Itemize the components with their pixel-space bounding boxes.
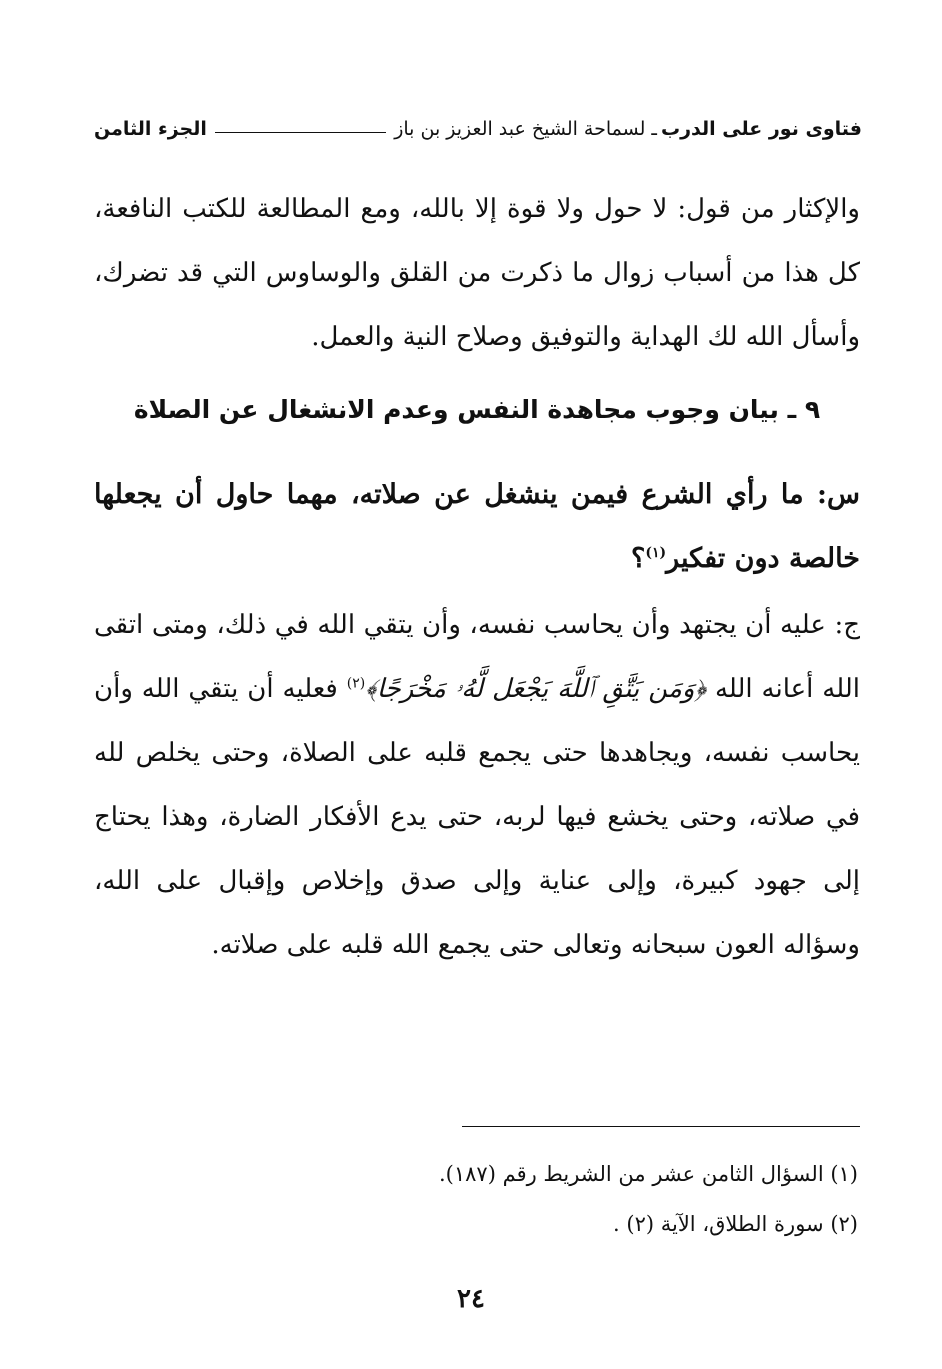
footnote-separator <box>462 1126 860 1127</box>
question-label: س: <box>817 479 860 510</box>
question-footnote-ref: (١) <box>645 545 667 561</box>
header-rule <box>215 132 386 133</box>
running-header <box>94 112 862 146</box>
verse-footnote-ref: (٢) <box>346 675 366 692</box>
answer-text-after-verse: فعليه أن يتقي الله وأن يحاسب نفسه، ويجاهدها حتى يجمع قلبه على الصلاة، وحتى يخلص لله في صلاته، وحتى يخشع فيها لربه، حتى يدع الأفكار الضارة، وهذا يحتاج إلى جهود كبيرة، وإلى عناية وإلى صدق وإخلاص وإقبال على الله، وسؤاله العون سبحانه وتعالى حتى يجمع الله قلبه على صلاته. <box>94 674 860 960</box>
answer-text-before-verse: عليه أن يجتهد وأن يحاسب نفسه، وأن يتقي الله في ذلك، ومتى اتقى الله أعانه الله <box>94 610 860 704</box>
page-number: ٢٤ <box>457 1284 485 1314</box>
header-book-title: فتاوى نور على الدرب <box>661 118 862 140</box>
answer-paragraph <box>94 593 860 977</box>
footnote-1: (١) السؤال الثامن عشر من الشريط رقم (١٨٧). <box>439 1162 858 1186</box>
question-mark: ؟ <box>631 543 646 574</box>
question-paragraph <box>94 463 860 591</box>
footnotes <box>94 1152 858 1252</box>
answer-label: ج: <box>834 610 860 640</box>
continuation-paragraph: والإكثار من قول: لا حول ولا قوة إلا بالله، ومع المطالعة للكتب النافعة، كل هذا من أسباب زوال ما ذكرت من القلق والوساوس التي قد تضرك، وأسأل الله لك الهداية والتوفيق وصلاح النية والعمل. <box>94 194 860 352</box>
question-text: ما رأي الشرع فيمن ينشغل عن صلاته، مهما حاول أن يجعلها خالصة دون تفكير <box>94 479 860 574</box>
header-author: ـ لسماحة الشيخ عبد العزيز بن باز <box>394 118 657 140</box>
footnote-2: (٢) سورة الطلاق، الآية (٢) . <box>613 1212 858 1236</box>
section-heading: ٩ ـ بيان وجوب مجاهدة النفس وعدم الانشغال عن الصلاة <box>133 395 821 424</box>
header-part: الجزء الثامن <box>94 118 207 140</box>
quran-verse: ﴿وَمَن يَتَّقِ ٱللَّهَ يَجْعَل لَّهُۥ مَخْرَجًا﴾ <box>365 674 707 704</box>
